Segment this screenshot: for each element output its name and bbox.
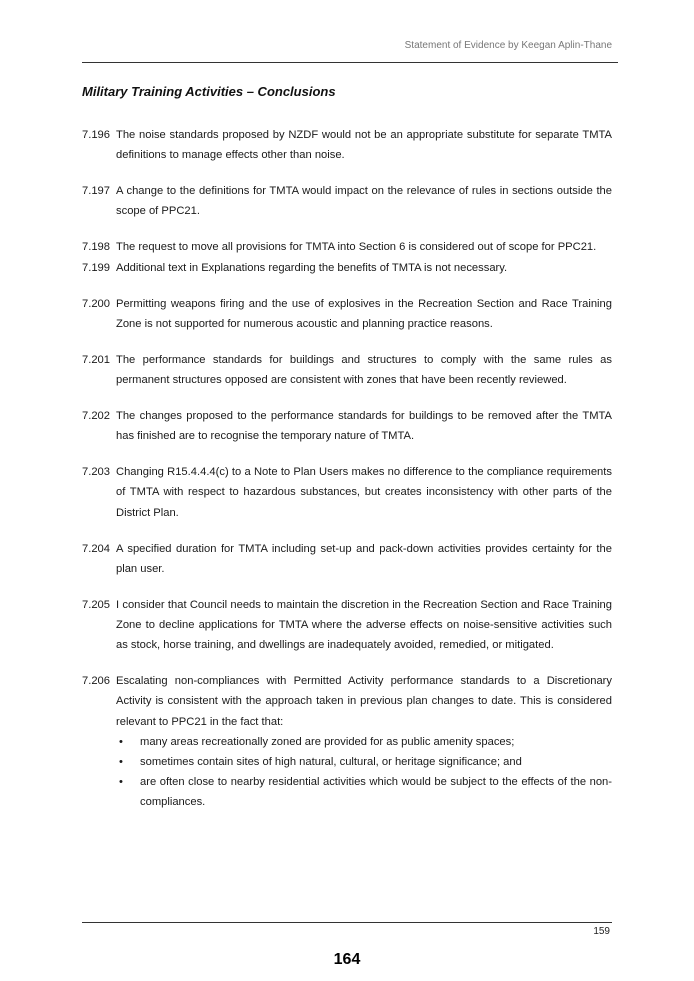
paragraph-text: A change to the definitions for TMTA would impact on the relevance of rules in sections outside the scope of PPC21. bbox=[116, 185, 612, 218]
paragraph-text: Changing R15.4.4.4(c) to a Note to Plan Users makes no difference to the compliance requirements of TMTA with respect to hazardous substances, but creates inconsistency with other parts of the District Plan. bbox=[116, 466, 612, 519]
paragraph-text: Additional text in Explanations regarding the benefits of TMTA is not necessary. bbox=[116, 261, 508, 274]
paragraph-number: 7.200 bbox=[82, 297, 110, 310]
paragraph-text: A specified duration for TMTA including set-up and pack-down activities provides certainty for the plan user. bbox=[116, 542, 612, 575]
paragraph-text: Permitting weapons firing and the use of explosives in the Recreation Section and Race Training Zone is not supported for numerous acoustic and planning practice reasons. bbox=[116, 297, 612, 330]
paragraph-number: 7.196 bbox=[82, 129, 110, 141]
paragraph-body bbox=[116, 671, 612, 812]
document-page-number: 164 bbox=[333, 951, 361, 968]
paragraph-text: The performance standards for buildings and structures to comply with the same rules as permanent structures opposed are consistent with zones that have been recently reviewed. bbox=[116, 353, 612, 387]
paragraph-7-204 bbox=[82, 539, 612, 579]
list-item bbox=[116, 752, 612, 772]
header-title: Statement of Evidence by Keegan Aplin-Thane bbox=[404, 40, 612, 51]
paragraph-7-198 bbox=[82, 237, 612, 257]
paragraph-number: 7.198 bbox=[82, 241, 110, 254]
paragraph-number: 7.202 bbox=[82, 410, 110, 423]
paragraph-text: Escalating non-compliances with Permitted Activity performance standards to a Discretionary Activity is consistent with the approach taken in previous plan changes to date. This is considered relevant to PPC21 in the fact that: bbox=[116, 675, 612, 728]
bullet-icon: • bbox=[119, 735, 123, 748]
paragraph-7-203 bbox=[82, 462, 612, 523]
bullet-text: are often close to nearby residential activities which would be subject to the effects of the non-compliances. bbox=[140, 776, 612, 809]
paragraph-7-205 bbox=[82, 595, 612, 656]
bullet-list bbox=[116, 732, 612, 813]
paragraph-text: The request to move all provisions for TMTA into Section 6 is considered out of scope for PPC21. bbox=[116, 241, 597, 254]
header-divider bbox=[82, 62, 618, 63]
paragraph-number: 7.205 bbox=[82, 598, 110, 611]
paragraph-number: 7.197 bbox=[82, 185, 110, 198]
paragraph-number: 7.201 bbox=[82, 353, 110, 366]
paragraph-number: 7.199 bbox=[82, 261, 110, 274]
paragraph-number: 7.203 bbox=[82, 466, 110, 479]
document-body bbox=[82, 125, 612, 813]
paragraph-7-206 bbox=[82, 671, 612, 812]
paragraph-7-199 bbox=[82, 258, 612, 278]
paragraph-text: The noise standards proposed by NZDF would not be an appropriate substitute for separate TMTA definitions to manage effects other than noise. bbox=[116, 129, 612, 162]
paragraph-text: I consider that Council needs to maintain the discretion in the Recreation Section and Race Training Zone to decline applications for TMTA where the adverse effects on noise-sensitive activities such as stock, horse training, and dwellings are inadequately avoided, remedied, or mitigated. bbox=[116, 598, 612, 652]
paragraph-text: The changes proposed to the performance standards for buildings to be removed after the TMTA has finished are to recognise the temporary nature of TMTA. bbox=[116, 410, 612, 443]
paragraph-number: 7.206 bbox=[82, 675, 110, 688]
paragraph-7-197 bbox=[82, 181, 612, 221]
paragraph-7-196 bbox=[82, 125, 612, 165]
paragraph-number: 7.204 bbox=[82, 542, 110, 555]
bullet-icon: • bbox=[119, 756, 123, 769]
list-item bbox=[116, 772, 612, 812]
paragraph-7-201 bbox=[82, 350, 612, 390]
section-title: Military Training Activities – Conclusions bbox=[82, 84, 336, 99]
bullet-icon: • bbox=[119, 776, 123, 789]
bullet-text: many areas recreationally zoned are provided for as public amenity spaces; bbox=[140, 735, 515, 748]
paragraph-7-200 bbox=[82, 294, 612, 334]
footer-divider bbox=[82, 922, 612, 923]
bullet-text: sometimes contain sites of high natural, cultural, or heritage significance; and bbox=[140, 756, 522, 769]
paragraph-7-202 bbox=[82, 406, 612, 446]
page-number: 159 bbox=[593, 926, 610, 937]
list-item bbox=[116, 732, 612, 752]
